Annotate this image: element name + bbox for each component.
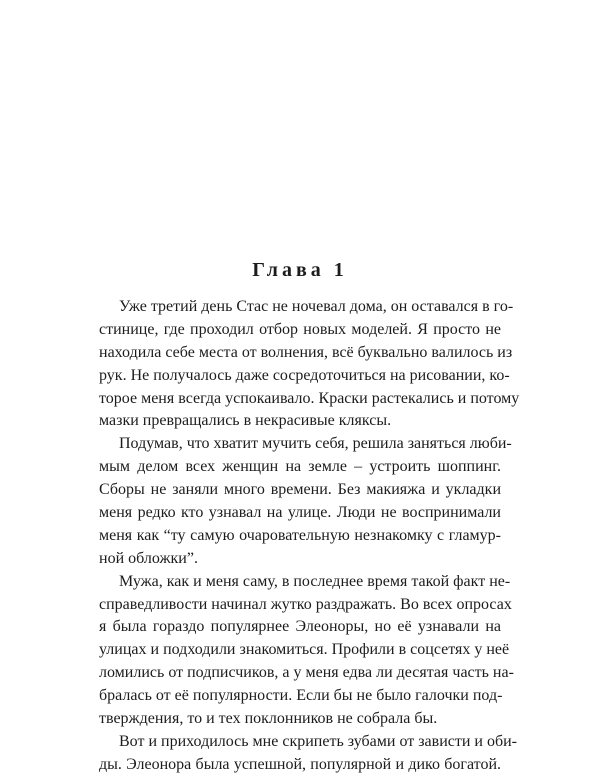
text-line: мым делом всех женщин на земле – устроить шоппинг. bbox=[99, 458, 501, 476]
text-line: я была гораздо популярнее Элеоноры, но её узнавали на bbox=[99, 618, 501, 636]
text-line: Мужа, как и меня саму, в последнее время такой факт не- bbox=[119, 572, 511, 590]
text-line: улицах и подходили знакомиться. Профили в соцсетях у неё bbox=[99, 641, 510, 659]
text-line: бралась от её популярности. Если бы не было галочки под- bbox=[99, 687, 503, 705]
text-line: торое меня всегда успокаивало. Краски растекались и потому bbox=[99, 389, 520, 407]
chapter-title: Глава 1 bbox=[252, 259, 348, 281]
text-line: справедливости начинал жутко раздражать. Во всех опросах bbox=[99, 595, 512, 613]
text-line: меня как “ту самую очаровательную незнакомку с гламур- bbox=[99, 526, 501, 544]
text-line: находила себе места от волнения, всё буквально валилось из bbox=[99, 343, 513, 361]
text-line: ломились от подписчиков, а у меня едва ли десятая часть на- bbox=[99, 664, 514, 682]
paragraph bbox=[99, 571, 514, 731]
text-line: меня редко кто узнавал на улице. Люди не воспринимали bbox=[99, 504, 501, 522]
paragraph bbox=[99, 731, 518, 777]
text-line: Подумав, что хватит мучить себя, решила заняться люби- bbox=[119, 435, 512, 453]
text-line: Вот и приходилось мне скрипеть зубами от зависти и оби- bbox=[119, 732, 518, 750]
text-line: рук. Не получалось даже сосредоточиться на рисовании, ко- bbox=[99, 366, 510, 384]
text-line: мазки превращались в некрасивые кляксы. bbox=[99, 412, 392, 430]
paragraph bbox=[99, 296, 520, 433]
text-line: тверждения, то и тех поклонников не собрала бы. bbox=[99, 710, 438, 728]
chapter-text bbox=[99, 296, 520, 777]
text-line: Уже третий день Стас не ночевал дома, он оставался в го- bbox=[119, 298, 514, 315]
text-line: ды. Элеонора была успешной, популярной и дико богатой. bbox=[99, 755, 501, 773]
text-line: стинице, где проходил отбор новых моделей. Я просто не bbox=[99, 320, 501, 338]
text-line: Сборы не заняли много времени. Без макияжа и укладки bbox=[99, 481, 501, 499]
paragraph bbox=[99, 433, 512, 570]
text-line: ной обложки”. bbox=[99, 549, 198, 567]
